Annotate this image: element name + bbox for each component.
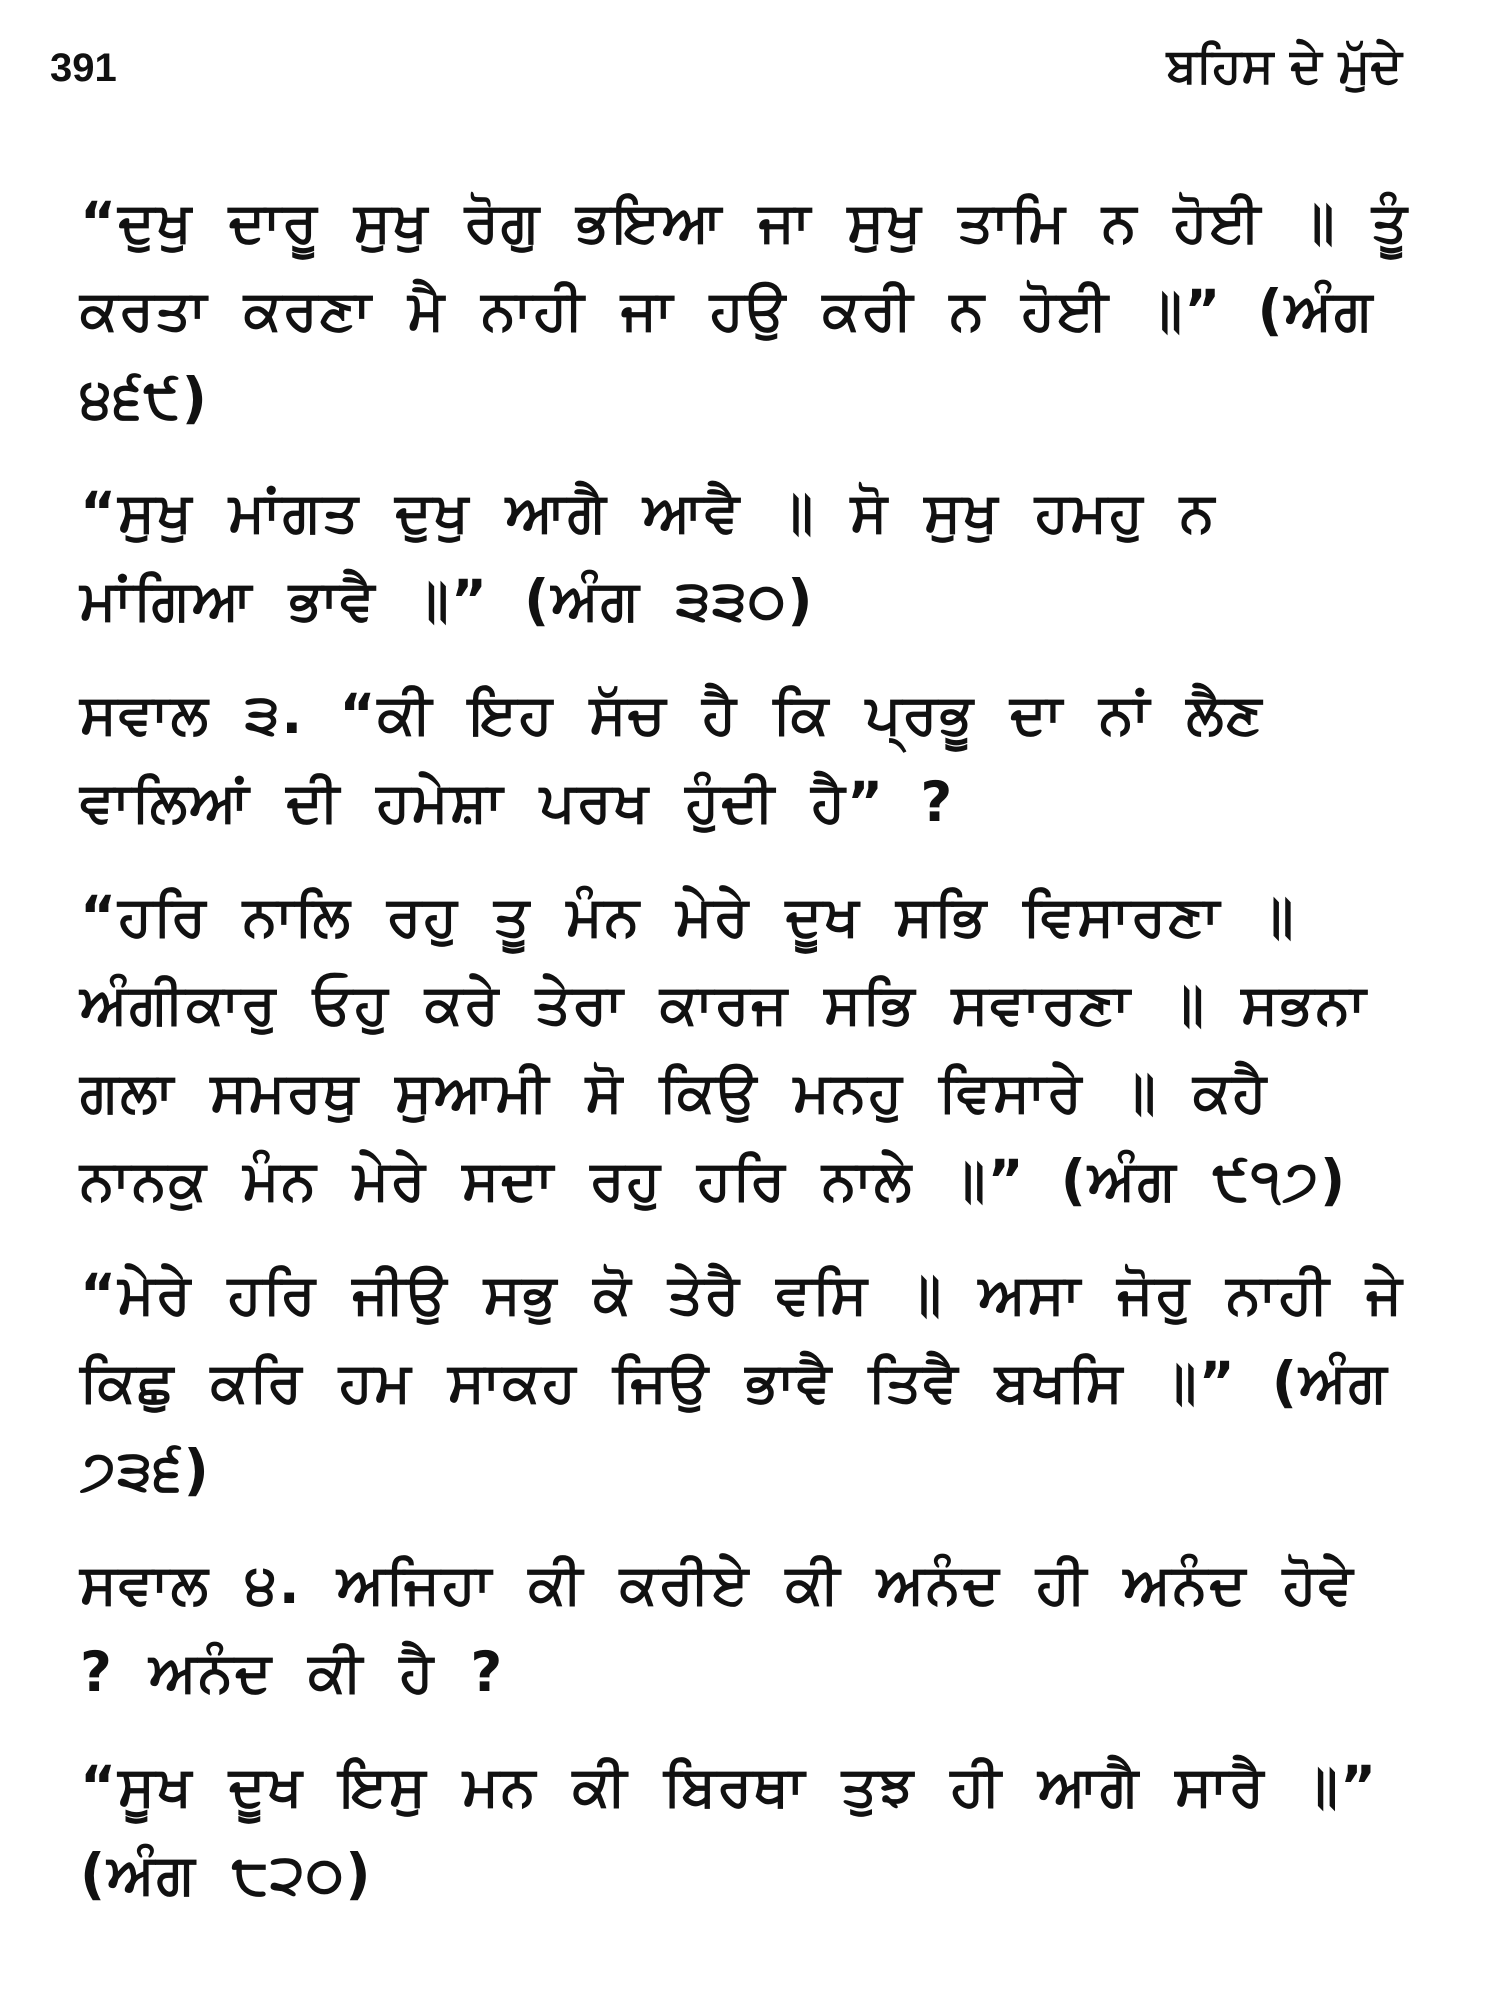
question-paragraph: ਸਵਾਲ ੩. “ਕੀ ਇਹ ਸੱਚ ਹੈ ਕਿ ਪ੍ਰਭੂ ਦਾ ਨਾਂ ਲੈਣ ਵਾਲਿਆਂ ਦੀ ਹਮੇਸ਼ਾ ਪਰਖ ਹੁੰਦੀ ਹੈ” ? [80, 682, 1264, 834]
quote-paragraph: “ਸੂਖ ਦੂਖ ਇਸੁ ਮਨ ਕੀ ਬਿਰਥਾ ਤੁਝ ਹੀ ਆਗੈ ਸਾਰੈ ॥” (ਅੰਗ ੮੨੦) [80, 1754, 1379, 1906]
running-title: ਬਹਿਸ ਦੇ ਮੁੱਦੇ [1166, 38, 1402, 94]
quote-paragraph: “ਸੁਖੁ ਮਾਂਗਤ ਦੁਖੁ ਆਗੈ ਆਵੈ ॥ ਸੋ ਸੁਖੁ ਹਮਹੁ ਨ ਮਾਂਗਿਆ ਭਾਵੈ ॥” (ਅੰਗ ੩੩੦) [80, 480, 1217, 632]
question-paragraph: ਸਵਾਲ ੪. ਅਜਿਹਾ ਕੀ ਕਰੀਏ ਕੀ ਅਨੰਦ ਹੀ ਅਨੰਦ ਹੋਵੇ ? ਅਨੰਦ ਕੀ ਹੈ ? [80, 1552, 1355, 1704]
page-number: 391 [50, 46, 117, 90]
quote-paragraph: “ਹਰਿ ਨਾਲਿ ਰਹੁ ਤੂ ਮੰਨ ਮੇਰੇ ਦੂਖ ਸਭਿ ਵਿਸਾਰਣਾ ॥ ਅੰਗੀਕਾਰੁ ਓਹੁ ਕਰੇ ਤੇਰਾ ਕਾਰਜ ਸਭਿ ਸਵਾਰਣਾ ॥ ਸਭਨਾ ਗਲਾ ਸਮਰਥੁ ਸੁਆਮੀ ਸੋ ਕਿਉ ਮਨਹੁ ਵਿਸਾਰੇ ॥ ਕਹੈ ਨਾਨਕੁ ਮੰਨ ਮੇਰੇ ਸਦਾ ਰਹੁ ਹਰਿ ਨਾਲੇ ॥” (ਅੰਗ ੯੧੭) [80, 884, 1368, 1212]
quote-paragraph: “ਦੁਖੁ ਦਾਰੂ ਸੁਖੁ ਰੋਗੁ ਭਇਆ ਜਾ ਸੁਖੁ ਤਾਮਿ ਨ ਹੋਈ ॥ ਤੂੰ ਕਰਤਾ ਕਰਣਾ ਮੈ ਨਾਹੀ ਜਾ ਹਉ ਕਰੀ ਨ ਹੋਈ ॥” (ਅੰਗ ੪੬੯) [80, 190, 1409, 430]
page-body [80, 178, 1420, 1944]
quote-paragraph: “ਮੇਰੇ ਹਰਿ ਜੀਉ ਸਭੁ ਕੋ ਤੇਰੈ ਵਸਿ ॥ ਅਸਾ ਜੋਰੁ ਨਾਹੀ ਜੇ ਕਿਛੁ ਕਰਿ ਹਮ ਸਾਕਹ ਜਿਉ ਭਾਵੈ ਤਿਵੈ ਬਖਸਿ ॥” (ਅੰਗ ੭੩੬) [80, 1262, 1404, 1502]
